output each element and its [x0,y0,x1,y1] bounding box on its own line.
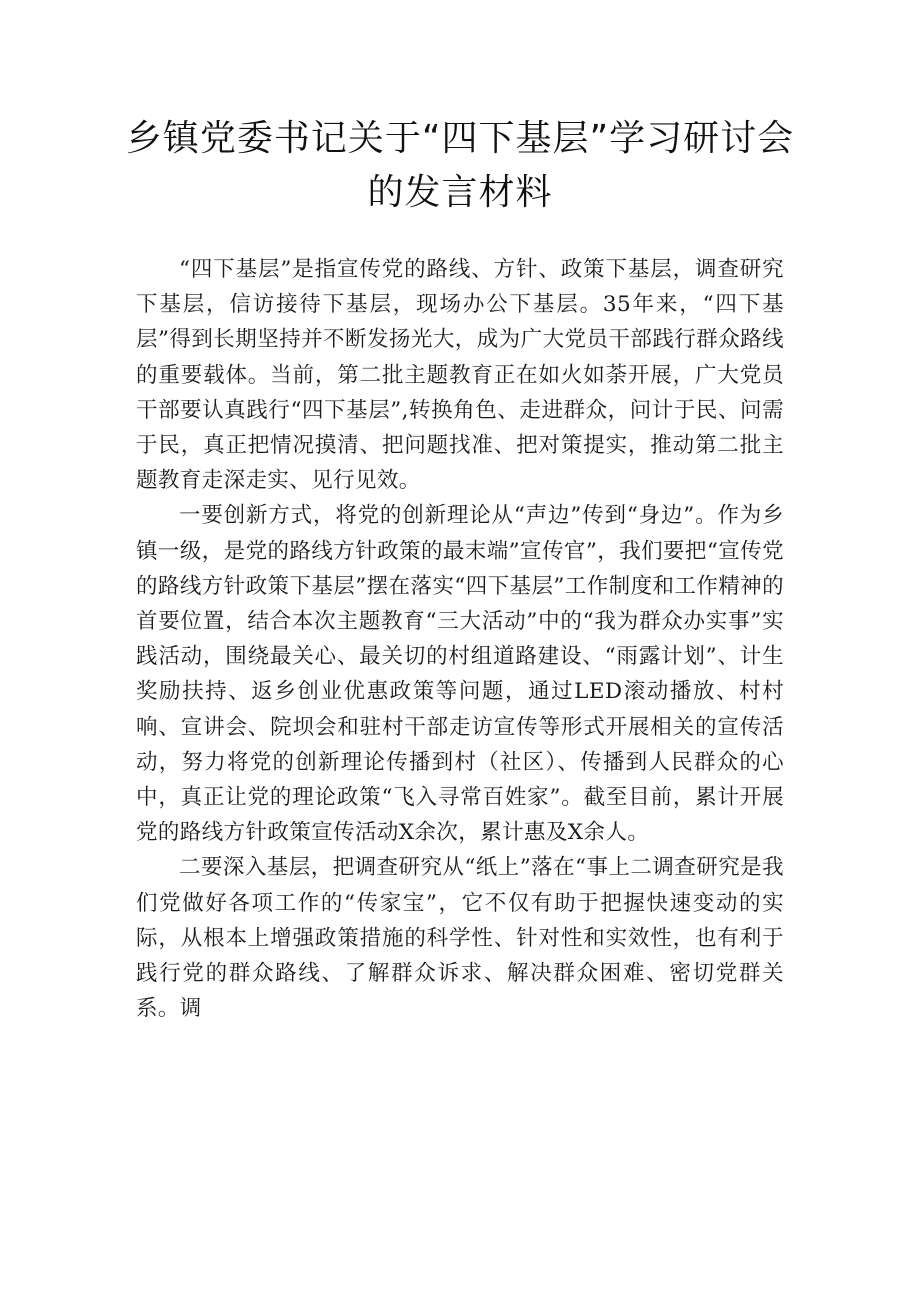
document-title [100,112,820,220]
document-body [136,252,784,1026]
title-line-1: 乡镇党委书记关于“四下基层”学习研讨会 [125,118,795,159]
paragraph-innovate-methods: 一要创新方式，将党的创新理论从“声边”传到“身边”。作为乡镇一级，是党的路线方针政策的最末端”宣传官”，我们要把“宣传党的路线方针政策下基层”摆在落实“四下基层”工作制度和工作精神的首要位置，结合本次主题教育“三大活动”中的“我为群众办实事”实践活动，围绕最关心、最关切的村组道路建设、“雨露计划”、计生奖励扶持、返乡创业优惠政策等问题，通过LED滚动播放、村村响、宣讲会、院坝会和驻村干部走访宣传等形式开展相关的宣传活动，努力将党的创新理论传播到村（社区）、传播到人民群众的心中，真正让党的理论政策“飞入寻常百姓家”。截至目前，累计开展党的路线方针政策宣传活动X余次，累计惠及X余人。 [136,503,784,846]
paragraph-intro: “四下基层”是指宣传党的路线、方针、政策下基层，调查研究下基层，信访接待下基层，现场办公下基层。35年来，“四下基层”得到长期坚持并不断发扬光大，成为广大党员干部践行群众路线的重要载体。当前，第二批主题教育正在如火如荼开展，广大党员干部要认真践行“四下基层”,转换角色、走进群众，问计于民、问需于民，真正把情况摸清、把问题找准、把对策提实，推动第二批主题教育走深走实、见行见效。 [136,257,784,494]
title-line-2: 的发言材料 [367,172,553,213]
paragraph-grassroots-research: 二要深入基层，把调查研究从“纸上”落在“事上二调查研究是我们党做好各项工作的“传家宝”，它不仅有助于把握快速变动的实际，从根本上增强政策措施的科学性、针对性和实效性，也有利于践行党的群众路线、了解群众诉求、解决群众困难、密切党群关系。调 [136,855,784,1022]
